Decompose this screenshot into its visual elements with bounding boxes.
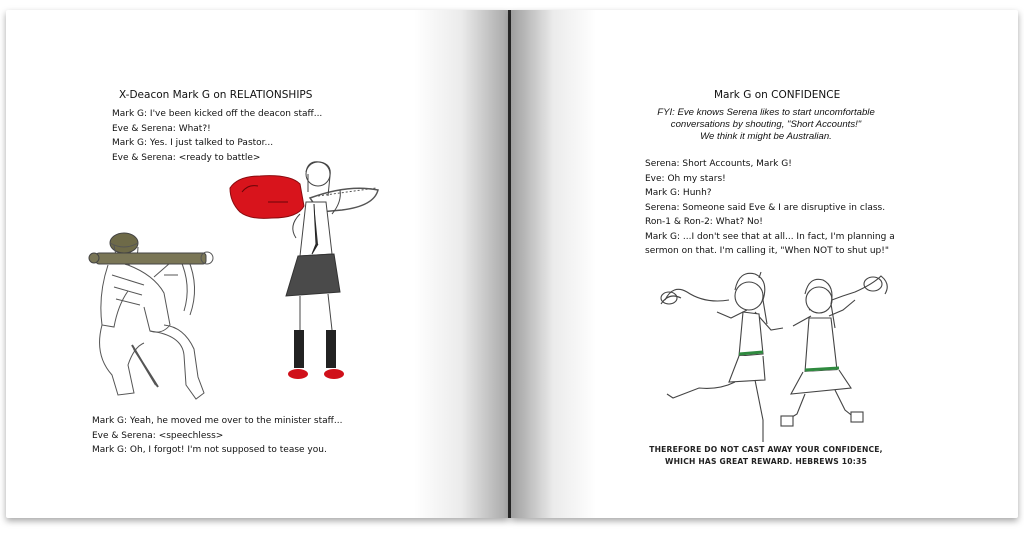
book-spread [6, 10, 1018, 526]
girl-chainsaw-illustration [228, 162, 378, 392]
dialogue-line: Mark G: Yeah, he moved me over to the minister staff... [92, 416, 343, 426]
dialogue-line: Serena: Someone said Eve & I are disruptive in class. [645, 202, 886, 213]
verse-line: THEREFORE DO NOT CAST AWAY YOUR CONFIDENCE, [649, 445, 883, 454]
left-page-gutter-shadow [414, 10, 509, 518]
bible-verse [621, 444, 911, 468]
dialogue-line: Eve & Serena: <speechless> [92, 430, 224, 441]
left-page-title: X-Deacon Mark G on RELATIONSHIPS [119, 89, 313, 101]
right-page-gutter-shadow [511, 10, 596, 518]
right-page [511, 10, 1018, 518]
left-dialogue-top [112, 107, 322, 165]
right-page-title: Mark G on CONFIDENCE [714, 89, 841, 101]
dialogue-line: Serena: Short Accounts, Mark G! [645, 159, 792, 169]
dialogue-line: sermon on that. I'm calling it, "When NOT to shut up!" [645, 246, 889, 256]
fyi-line: We think it might be Australian. [700, 131, 832, 142]
dialogue-line: Mark G: Hunh? [645, 188, 712, 198]
left-page [6, 10, 509, 518]
soldier-illustration [84, 215, 224, 405]
dialogue-line: Eve & Serena: What?! [112, 123, 211, 134]
dialogue-line: Mark G: Yes. I just talked to Pastor... [112, 138, 274, 148]
dialogue-line: Mark G: I've been kicked off the deacon staff... [112, 109, 323, 119]
dialogue-line: Ron-1 & Ron-2: What? No! [645, 217, 763, 227]
dialogue-line: Mark G: ...I don't see that at all... In fact, I'm planning a [645, 231, 895, 242]
verse-line: WHICH HAS GREAT REWARD. HEBREWS 10:35 [665, 457, 867, 466]
girls-with-horns-illustration [659, 270, 899, 446]
fyi-note [621, 107, 911, 143]
right-dialogue [645, 157, 895, 259]
fyi-line: conversations by shouting, "Short Accounts!" [670, 119, 862, 130]
dialogue-line: Eve: Oh my stars! [645, 173, 726, 184]
left-dialogue-bottom [92, 414, 342, 458]
dialogue-line: Mark G: Oh, I forgot! I'm not supposed to tease you. [92, 445, 327, 455]
fyi-line: FYI: Eve knows Serena likes to start uncomfortable [657, 107, 875, 118]
dialogue-line: Eve & Serena: <ready to battle> [112, 152, 261, 163]
